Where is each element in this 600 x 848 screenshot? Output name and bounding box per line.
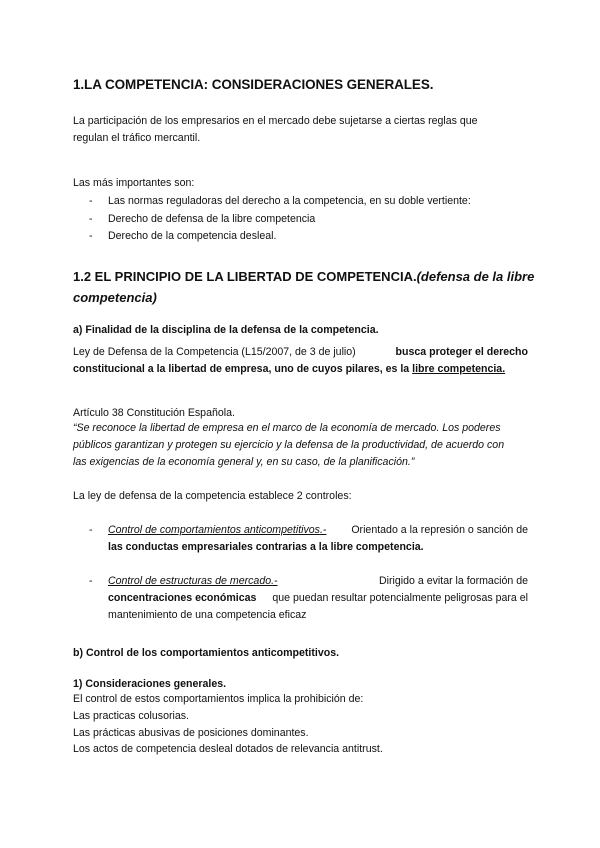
control-label: Control de estructuras de mercado.-	[108, 575, 278, 587]
control-label: Control de comportamientos anticompetitivos.-	[108, 524, 327, 536]
list-item-text: Derecho de defensa de la libre competencia	[108, 213, 316, 225]
heading-competencia: 1.LA COMPETENCIA: CONSIDERACIONES GENERALES.	[73, 77, 434, 92]
list-dash: -	[89, 575, 93, 587]
article-quote-3: las exigencias de la economía general y, en su caso, de la planificación.”	[73, 456, 415, 468]
list-dash: -	[89, 213, 93, 225]
control-line-2: las conductas empresariales contrarias a la libre competencia.	[108, 541, 424, 553]
section-a-line-2	[73, 361, 528, 378]
heading2-italic-2: competencia)	[73, 290, 157, 305]
article-title: Artículo 38 Constitución Española.	[73, 407, 235, 419]
article-quote-2: públicos garantizan y protegen su ejercicio y la defensa de la productividad, de acuerdo con	[73, 439, 505, 451]
list-item-text: Derecho de la competencia desleal.	[108, 230, 277, 242]
control-rest-2: que puedan resultar potencialmente peligrosas para el	[272, 592, 528, 604]
control-bold: concentraciones económicas	[108, 592, 257, 604]
controls-intro: La ley de defensa de la competencia establece 2 controles:	[73, 490, 352, 502]
heading2-bold: 1.2 EL PRINCIPIO DE LA LIBERTAD DE COMPETENCIA.	[73, 269, 417, 284]
section-a-line-1	[73, 344, 528, 361]
section-b-line: Las prácticas abusivas de posiciones dominantes.	[73, 727, 309, 739]
section-b-title: b) Control de los comportamientos anticompetitivos.	[73, 647, 340, 659]
section-b-line: Los actos de competencia desleal dotados de relevancia antitrust.	[73, 743, 383, 755]
section-a-bold-1: busca proteger el derecho	[395, 346, 528, 358]
control-rest: Orientado a la represión o sanción de	[351, 524, 528, 536]
most-important-label: Las más importantes son:	[73, 177, 195, 189]
section-a-bold-2: constitucional a la libertad de empresa, uno de cuyos pilares, es la	[73, 363, 410, 375]
section-a-underlined: libre competencia.	[412, 363, 506, 375]
heading-principio-libertad	[73, 266, 535, 308]
article-quote-1: “Se reconoce la libertad de empresa en el marco de la economía de mercado. Los poderes	[73, 422, 501, 434]
section-b-line: El control de estos comportamientos implica la prohibición de:	[73, 693, 364, 705]
section-b-subtitle: 1) Consideraciones generales.	[73, 678, 227, 690]
section-a-title: a) Finalidad de la disciplina de la defensa de la competencia.	[73, 324, 379, 336]
list-item-text: Las normas reguladoras del derecho a la competencia, en su doble vertiente:	[108, 195, 471, 207]
list-dash: -	[89, 524, 93, 536]
list-dash: -	[89, 195, 93, 207]
intro-line-1: La participación de los empresarios en el mercado debe sujetarse a ciertas reglas que	[73, 115, 478, 127]
list-dash: -	[89, 230, 93, 242]
control-rest: Dirigido a evitar la formación de	[379, 575, 528, 587]
intro-line-2: regulan el tráfico mercantil.	[73, 132, 201, 144]
section-b-line: Las practicas colusorias.	[73, 710, 189, 722]
control-line-3: mantenimiento de una competencia eficaz	[108, 609, 307, 621]
section-a-plain: Ley de Defensa de la Competencia (L15/2007, de 3 de julio)	[73, 346, 356, 358]
heading2-italic-1: (defensa de la libre	[416, 269, 535, 284]
